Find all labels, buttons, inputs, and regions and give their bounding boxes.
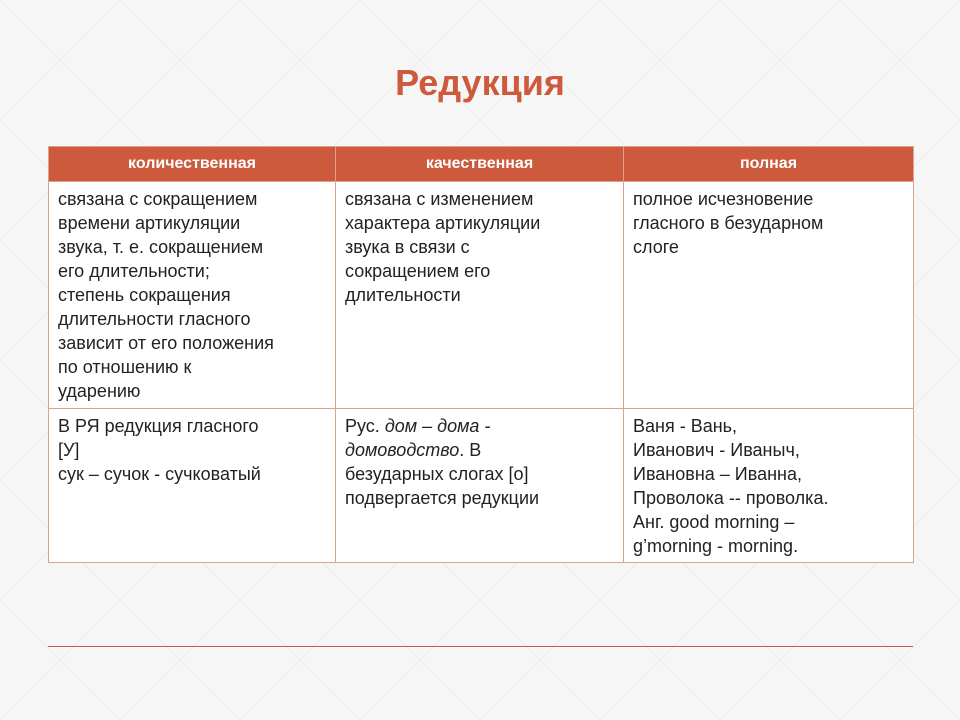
text-line: слоге xyxy=(633,237,679,257)
text-line: Проволока -- проволка. xyxy=(633,488,829,508)
text-line: Иванович - Иваныч, xyxy=(633,440,800,460)
slide-title: Редукция xyxy=(395,62,565,103)
text-line: звука в связи с xyxy=(345,237,470,257)
text-line: В РЯ редукция гласного xyxy=(58,416,259,436)
text-line: зависит от его положения xyxy=(58,333,274,353)
cell-quantitative-example xyxy=(49,409,336,563)
reduction-table xyxy=(48,146,914,563)
text-line: ударению xyxy=(58,381,141,401)
text-line: безударных слогах [о] xyxy=(345,464,529,484)
cell-qualitative-definition xyxy=(336,182,624,409)
text-line: характера артикуляции xyxy=(345,213,541,233)
text-plain: Рус. xyxy=(345,416,385,436)
text-italic: домоводство xyxy=(345,440,460,460)
footer-divider xyxy=(48,646,913,647)
text-line: сокращением его xyxy=(345,261,491,281)
header-full: полная xyxy=(624,147,914,182)
text-line: длительности гласного xyxy=(58,309,251,329)
text-line xyxy=(345,414,614,438)
text-line: степень сокращения xyxy=(58,285,231,305)
text-line: времени артикуляции xyxy=(58,213,241,233)
text-italic: дом – дома - xyxy=(384,416,491,436)
text-line: сук – сучок - сучковатый xyxy=(58,464,261,484)
text-plain: . В xyxy=(459,440,482,460)
text-line: длительности xyxy=(345,285,461,305)
table-row xyxy=(49,409,914,563)
text-line: гласного в безударном xyxy=(633,213,824,233)
text-line: g’morning - morning. xyxy=(633,536,799,556)
text-line: подвергается редукции xyxy=(345,488,540,508)
cell-full-example xyxy=(624,409,914,563)
header-qualitative: качественная xyxy=(336,147,624,182)
text-line: [У] xyxy=(58,440,80,460)
text-line: связана с сокращением xyxy=(58,189,258,209)
text-line: звука, т. е. сокращением xyxy=(58,237,264,257)
cell-quantitative-definition xyxy=(49,182,336,409)
text-line: Ивановна – Иванна, xyxy=(633,464,802,484)
table-row xyxy=(49,182,914,409)
cell-full-definition xyxy=(624,182,914,409)
table-header-row xyxy=(49,147,914,182)
text-line: Анг. good morning – xyxy=(633,512,795,532)
cell-qualitative-example xyxy=(336,409,624,563)
text-line: его длительности; xyxy=(58,261,210,281)
header-quantitative: количественная xyxy=(49,147,336,182)
text-line: по отношению к xyxy=(58,357,192,377)
text-line: связана с изменением xyxy=(345,189,534,209)
text-line xyxy=(345,438,614,462)
text-line: Ваня - Вань, xyxy=(633,416,738,436)
text-line: полное исчезновение xyxy=(633,189,814,209)
